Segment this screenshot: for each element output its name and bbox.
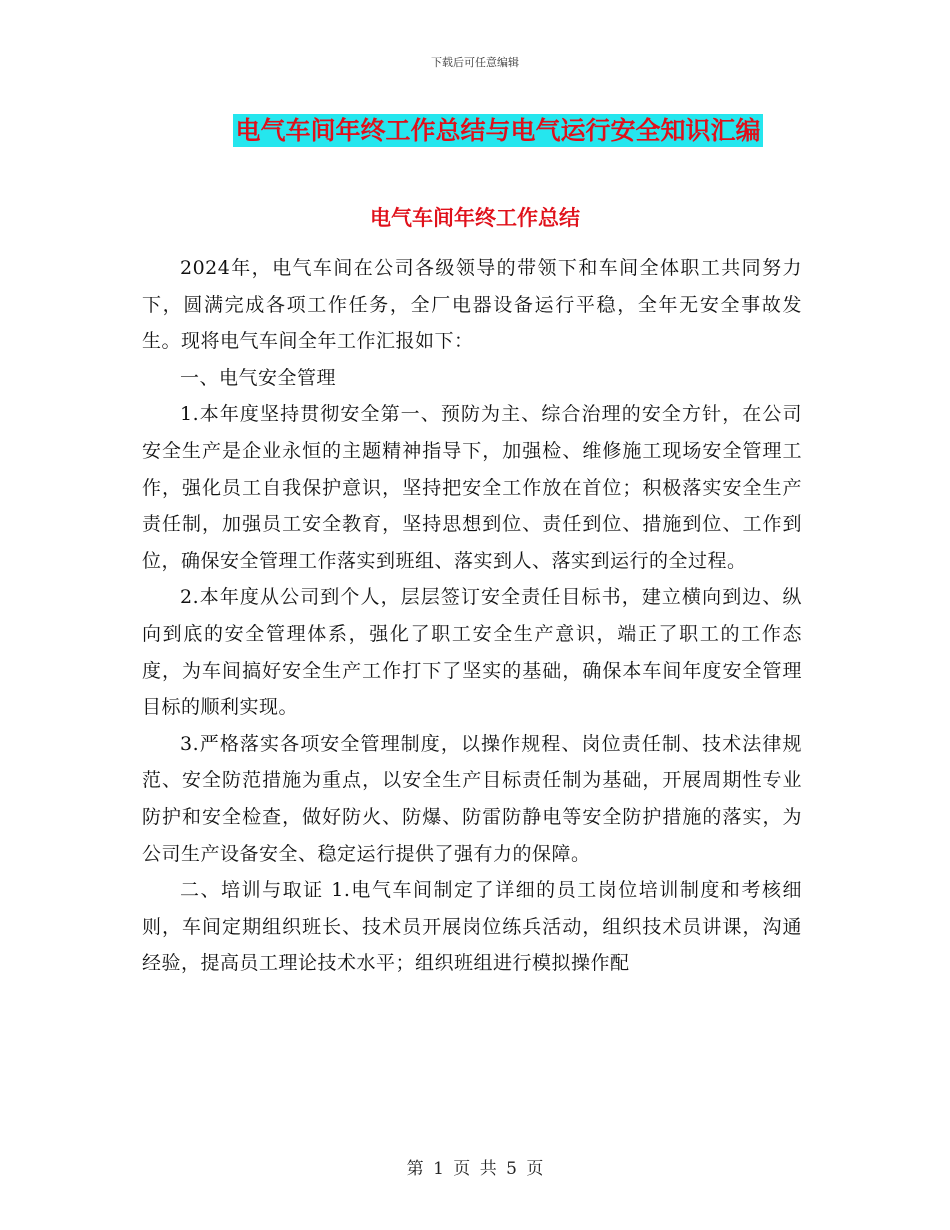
- page-footer: 第 1 页 共 5 页: [406, 1159, 544, 1179]
- header-note: 下载后可任意编辑: [431, 56, 519, 69]
- paragraph-item-3: 3.严格落实各项安全管理制度，以操作规程、岗位责任制、技术法律规范、安全防范措施为重点，以安全生产目标责任制为基础，开展周期性专业防护和安全检查，做好防火、防爆、防雷防静电等安全防护措施的落实，为公司生产设备安全、稳定运行提供了强有力的保障。: [142, 732, 802, 865]
- heading-safety-management: 一、电气安全管理: [180, 366, 337, 389]
- section-title: 电气车间年终工作总结: [370, 206, 580, 230]
- main-title: 电气车间年终工作总结与电气运行安全知识汇编: [235, 116, 761, 145]
- paragraph-training: 二、培训与取证 1.电气车间制定了详细的员工岗位培训制度和考核细则，车间定期组织班长、技术员开展岗位练兵活动，组织技术员讲课，沟通经验，提高员工理论技术水平；组织班组进行模拟操作配: [142, 879, 802, 975]
- main-title-container: [0, 114, 950, 147]
- document-body: [142, 250, 802, 982]
- paragraph-item-2: 2.本年度从公司到个人，层层签订安全责任目标书，建立横向到边、纵向到底的安全管理体系，强化了职工安全生产意识，端正了职工的工作态度，为车间搞好安全生产工作打下了坚实的基础，确保本车间年度安全管理目标的顺利实现。: [142, 586, 802, 719]
- paragraph-intro: 2024年，电气车间在公司各级领导的带领下和车间全体职工共同努力下，圆满完成各项工作任务，全厂电器设备运行平稳，全年无安全事故发生。现将电气车间全年工作汇报如下：: [142, 257, 802, 353]
- paragraph-item-1: 1.本年度坚持贯彻安全第一、预防为主、综合治理的安全方针，在公司安全生产是企业永恒的主题精神指导下，加强检、维修施工现场安全管理工作，强化员工自我保护意识，坚持把安全工作放在首位；积极落实安全生产责任制，加强员工安全教育，坚持思想到位、责任到位、措施到位、工作到位，确保安全管理工作落实到班组、落实到人、落实到运行的全过程。: [142, 403, 802, 572]
